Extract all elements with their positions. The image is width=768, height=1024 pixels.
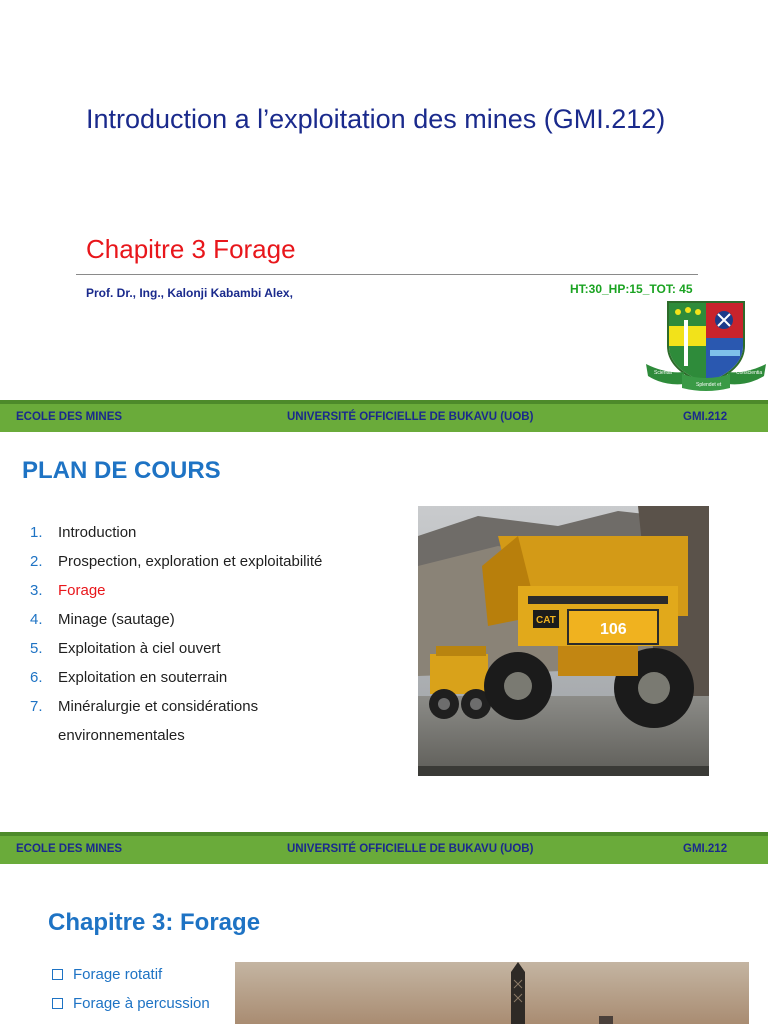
bullet-item (52, 966, 210, 995)
course-title: Introduction a l’exploitation des mines (GMI.212) (86, 104, 666, 134)
course-plan-slide (0, 400, 768, 832)
chapter-slide (0, 832, 768, 1024)
checkbox-bullet-icon (52, 969, 63, 980)
crest-left-motto: Scientia (654, 370, 672, 376)
plan-item-text: Introduction (58, 524, 137, 541)
mining-truck-photo (418, 506, 709, 776)
plan-item-number: 6. (30, 669, 43, 686)
plan-item-number: 4. (30, 611, 43, 628)
bullet-text: Forage à percussion (73, 995, 210, 1012)
plan-item-number: 2. (30, 553, 43, 570)
plan-item-text: Prospection, exploration et exploitabilité (58, 553, 323, 570)
chapter-3-title: Chapitre 3: Forage (48, 909, 261, 936)
plan-item-text: Minage (sautage) (58, 611, 175, 628)
plan-item-number: 7. (30, 698, 43, 715)
university-name: UNIVERSITÉ OFFICIELLE DE BUKAVU (UOB) (287, 411, 534, 423)
plan-item-text: Exploitation à ciel ouvert (58, 640, 221, 657)
bullet-item (52, 995, 210, 1024)
plan-item-number: 3. (30, 582, 43, 599)
slide-header-bar (0, 832, 768, 864)
plan-item-number: 5. (30, 640, 43, 657)
truck-brand-label: CAT (536, 615, 556, 626)
plan-item-number: 1. (30, 524, 43, 541)
crest-center-motto: Splendet et (696, 382, 722, 388)
chapter-title: Chapitre 3 Forage (86, 234, 296, 264)
drill-rig-photo (235, 962, 749, 1024)
plan-title: PLAN DE COURS (22, 457, 221, 484)
crest-right-motto: Conscientia (736, 370, 763, 376)
drilling-types-list (52, 966, 210, 1024)
university-name: UNIVERSITÉ OFFICIELLE DE BUKAVU (UOB) (287, 843, 534, 855)
author-name: Prof. Dr., Ing., Kalonji Kabambi Alex, (86, 286, 293, 300)
plan-item-text: Exploitation en souterrain (58, 669, 228, 686)
plan-item-text: Minéralurgie et considérations (58, 698, 259, 715)
school-name: ECOLE DES MINES (16, 843, 123, 855)
slide-header-bar (0, 400, 768, 432)
plan-item-text: environnementales (58, 727, 185, 744)
title-slide (0, 0, 768, 400)
course-code: GMI.212 (683, 411, 728, 423)
title-divider (76, 274, 698, 275)
checkbox-bullet-icon (52, 998, 63, 1009)
course-code: GMI.212 (683, 843, 728, 855)
bullet-text: Forage rotatif (73, 966, 163, 983)
course-hours: HT:30_HP:15_TOT: 45 (570, 282, 693, 296)
plan-item-text: Forage (58, 582, 106, 599)
university-crest-logo (644, 298, 768, 394)
school-name: ECOLE DES MINES (16, 411, 123, 423)
truck-number-label: 106 (600, 621, 627, 638)
